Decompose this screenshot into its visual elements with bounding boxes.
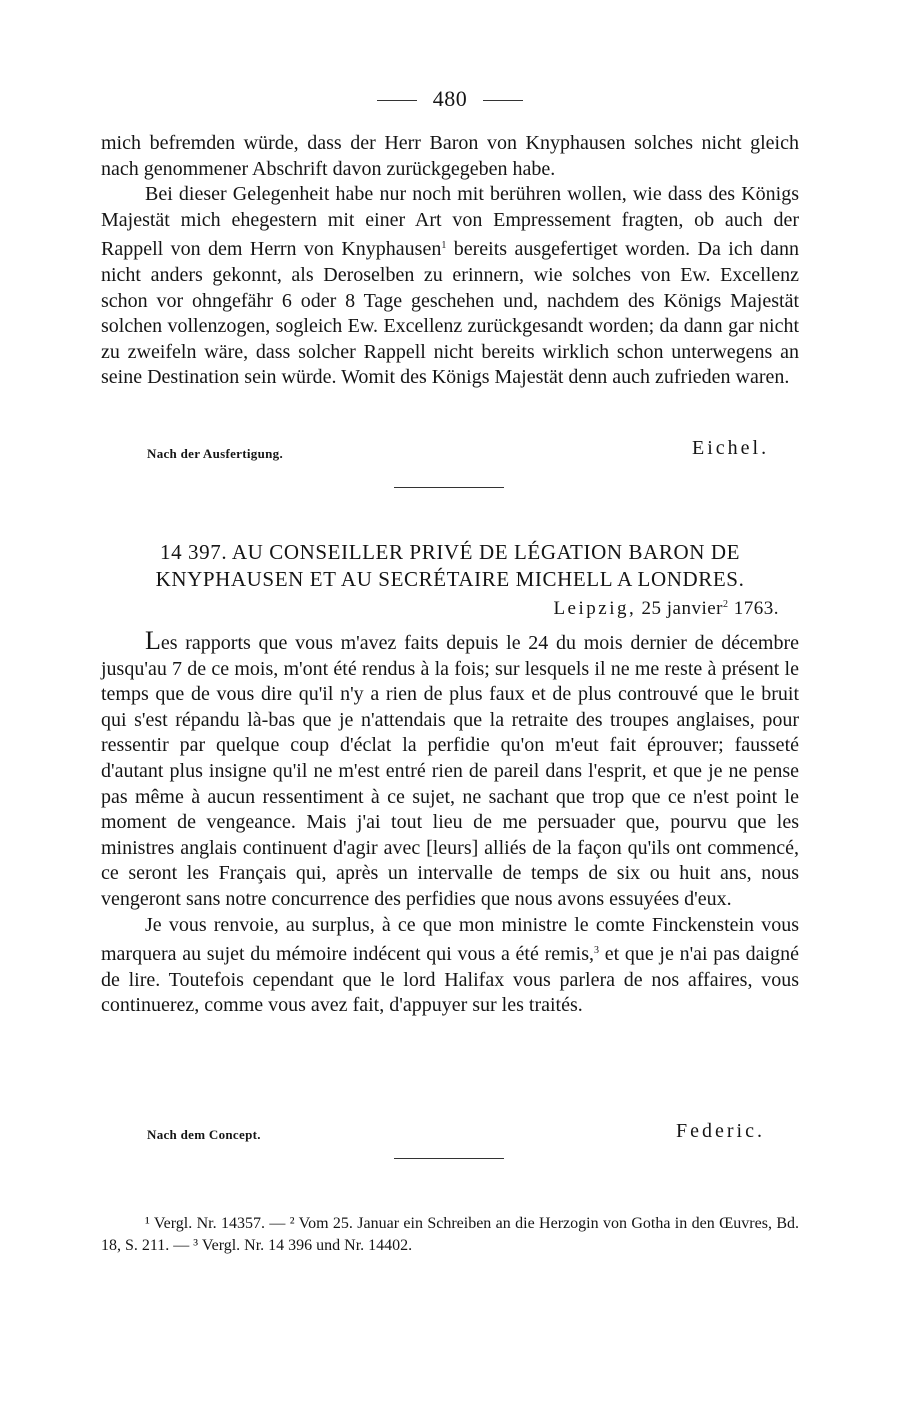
paragraph-4-text-a: Je vous renvoie, au surplus, à ce que mon ministre le comte Finckenstein vous marquera au sujet du mémoire indécent qui vous a été remis, bbox=[101, 913, 799, 966]
paragraph-4 bbox=[101, 913, 799, 1019]
dateline bbox=[553, 598, 779, 620]
date-year: 1763. bbox=[733, 598, 779, 619]
letter-2-body bbox=[101, 628, 799, 1019]
header-dash-left bbox=[377, 100, 417, 101]
paragraph-3 bbox=[101, 628, 799, 913]
source-note-2: Nach dem Concept. bbox=[147, 1127, 261, 1142]
signature-federic: Federic. bbox=[676, 1120, 765, 1142]
paragraph-2 bbox=[101, 182, 799, 391]
section-divider-2 bbox=[394, 1158, 504, 1159]
page-header bbox=[0, 86, 900, 112]
letter-2-title bbox=[101, 539, 799, 593]
paragraph-3-dropcap: L bbox=[145, 626, 161, 655]
section-divider-1 bbox=[394, 487, 504, 488]
paragraph-4-text-b: et que je n'ai pas daigné de lire. Toutefois cependant que le lord Halifax vous parlera de nos affaires, vous continuerez, comme vous avez fait, d'appuyer sur les traités. bbox=[101, 943, 799, 1017]
date-day: 25 janvier bbox=[641, 598, 723, 619]
date-place: Leipzig, bbox=[553, 598, 637, 619]
footnotes: ¹ Vergl. Nr. 14357. — ² Vom 25. Januar ein Schreiben an die Herzogin von Gotha in den Œuvres, Bd. 18, S. 211. — ³ Vergl. Nr. 14 396 und Nr. 14402. bbox=[101, 1215, 799, 1254]
header-dash-right bbox=[483, 100, 523, 101]
paragraph-2-text-a: Bei dieser Gelegenheit habe nur noch mit berühren wollen, wie dass des Königs Majestät mich ehegestern mit einer Art von Empressement fragten, ob auch der Rappell von dem Herrn von Knyphausen bbox=[101, 183, 799, 261]
footnote-ref-3: 3 bbox=[594, 945, 599, 957]
footnote-ref-1: 1 bbox=[441, 240, 447, 252]
letter-1-body bbox=[101, 131, 799, 391]
page-number: 480 bbox=[432, 86, 468, 111]
paragraph-1: mich befremden würde, dass der Herr Baron von Knyphausen solches nicht gleich nach genommener Abschrift davon zurückgegeben habe. bbox=[101, 132, 799, 180]
footnote-ref-2: 2 bbox=[723, 599, 729, 610]
source-note-1: Nach der Ausfertigung. bbox=[147, 446, 284, 461]
paragraph-2-text-b: bereits ausgefertiget worden. Da ich dann nicht anders gekonnt, als Deroselben zu erinnern, wie solches von Ew. Excellenz schon vor ohngefähr 6 oder 8 Tage geschehen und, nachdem des Königs Majestät solchen vollenzogen, sogleich Ew. Excellenz zurückgesandt worden; da dann gar nicht zu zweifeln wäre, dass solcher Rappell nicht bereits wirklich schon unterwegens an seine Destination sein würde. Womit des Königs Majestät denn auch zufrieden waren. bbox=[101, 238, 800, 389]
title-line-2: KNYPHAUSEN ET AU SECRÉTAIRE MICHELL A LONDRES. bbox=[155, 567, 745, 591]
paragraph-3-text: es rapports que vous m'avez faits depuis le 24 du mois dernier de décembre jusqu'au 7 de ce mois, m'ont été rendus à la fois; sur lesquels il ne me reste à présent le temps que de vous dire qu'il n'y a rien de plus faux et de plus controuvé que le bruit qui s'est répandu là-bas que je n'attendais que la retraite des troupes anglaises, pour ressentir par quelque coup d'éclat la perfidie qu'on m'eut fait éprouver; fausseté d'autant plus insigne qu'il ne m'est entré rien de pareil dans l'esprit, et que je ne pense pas même à aucun ressentiment à ce sujet, ne sachant que trop que ce n'est point le moment de vengeance. Mais j'ai tout lieu de me persuader que, pourvu que les ministres anglais continuent d'agir avec [leurs] alliés de la façon qu'ils ont commencé, ce seront les Français qui, après un intervalle de temps de six ou huit ans, nous vengeront sans notre concurrence des perfidies que nous avons essuyées d'eux. bbox=[101, 632, 799, 910]
title-line-1: 14 397. AU CONSEILLER PRIVÉ DE LÉGATION BARON DE bbox=[159, 540, 741, 564]
signature-eichel: Eichel. bbox=[692, 437, 770, 459]
